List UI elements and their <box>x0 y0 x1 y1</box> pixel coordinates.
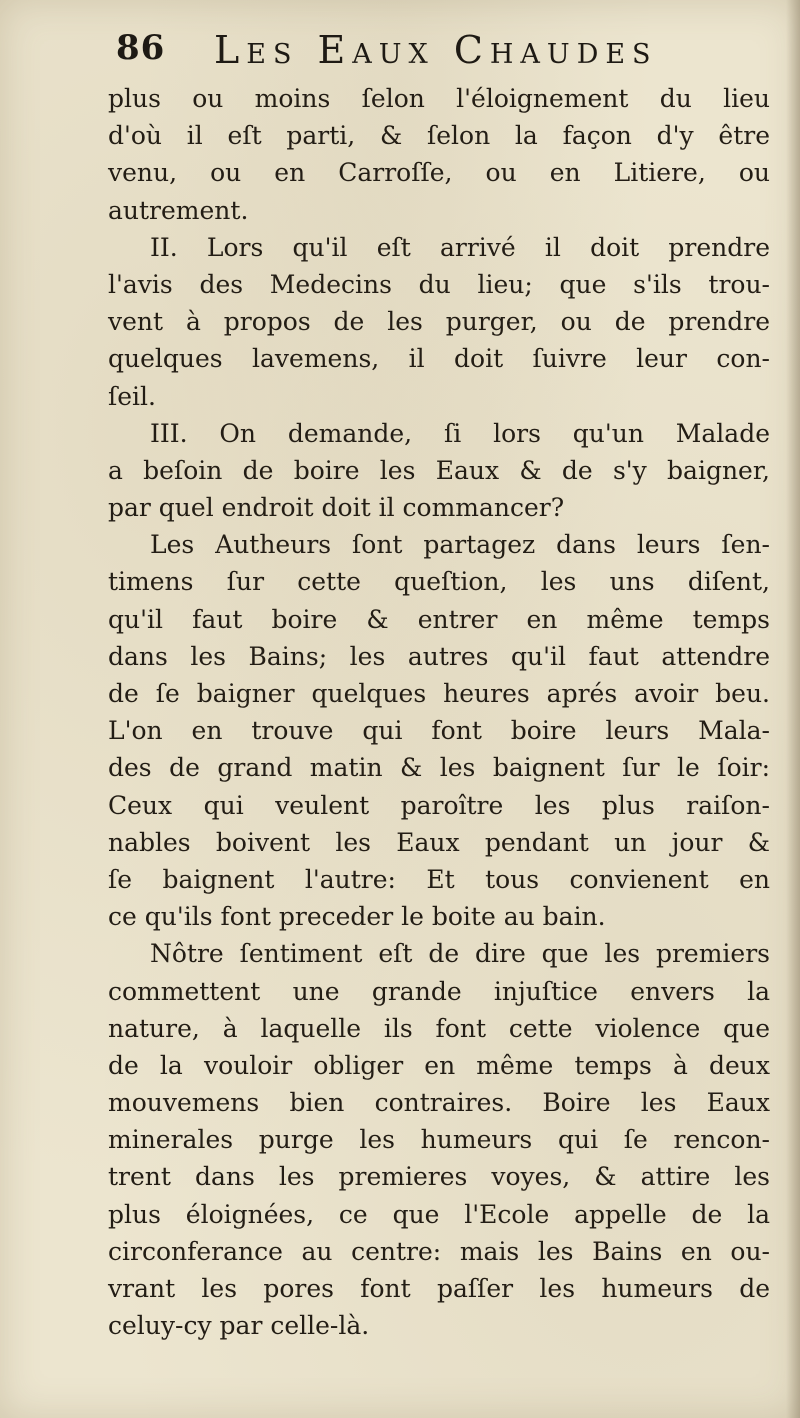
text-line: mouvemens bien contraires. Boire les Eaux <box>108 1088 770 1118</box>
text-line: Nôtre ſentiment eſt de dire que les premiers <box>150 939 770 969</box>
text-line: II. Lors qu'il eſt arrivé il doit prendre <box>150 232 770 262</box>
text-line: l'avis des Medecins du lieu; que s'ils trou- <box>108 269 770 299</box>
text-line: par quel endroit doit il commancer? <box>108 493 565 523</box>
text-line: plus ou moins ſelon l'éloignement du lieu <box>108 84 770 113</box>
text-line: celuy-cy par celle-là. <box>108 1311 370 1341</box>
text-line: ce qu'ils font preceder le boite au bain. <box>108 902 606 932</box>
body-text <box>108 80 770 1344</box>
running-head <box>116 28 756 76</box>
page-edge-shadow <box>786 0 800 1418</box>
text-line: plus éloignées, ce que l'Ecole appelle de la <box>108 1199 770 1229</box>
text-line: L'on en trouve qui font boire leurs Mala- <box>108 716 770 746</box>
text-line: des de grand matin & les baignent ſur le ſoir: <box>108 753 770 783</box>
page-number: 86 <box>116 28 166 68</box>
text-line: commettent une grande injuſtice envers la <box>108 976 770 1006</box>
text-line: trent dans les premieres voyes, & attire les <box>108 1162 770 1192</box>
text-line: ſeil. <box>108 381 156 411</box>
text-line: quelques lavemens, il doit ſuivre leur con- <box>108 344 770 374</box>
text-line: vrant les pores font paſſer les humeurs de <box>108 1274 770 1303</box>
text-line: venu, ou en Carroſſe, ou en Litiere, ou <box>108 158 770 188</box>
text-line: a beſoin de boire les Eaux & de s'y baigner, <box>108 455 770 485</box>
text-line: vent à propos de les purger, ou de prendre <box>108 307 770 337</box>
text-line: ſe baignent l'autre: Et tous convienent en <box>108 864 770 894</box>
running-title: Les Eaux Chaudes <box>214 28 658 72</box>
text-line: autrement. <box>108 195 249 225</box>
text-line: nature, à laquelle ils font cette violence que <box>108 1013 770 1043</box>
text-line: Les Autheurs ſont partagez dans leurs ſen- <box>150 530 770 560</box>
text-line: d'où il eſt parti, & ſelon la façon d'y être <box>108 121 770 151</box>
text-line: circonferance au centre: mais les Bains en ou- <box>108 1236 770 1266</box>
text-line: III. On demande, ſi lors qu'un Malade <box>150 418 770 448</box>
text-line: dans les Bains; les autres qu'il faut attendre <box>108 641 770 671</box>
text-line: timens ſur cette queſtion, les uns diſent, <box>108 567 770 597</box>
text-line: nables boivent les Eaux pendant un jour & <box>108 827 770 857</box>
text-line: qu'il faut boire & entrer en même temps <box>108 604 770 634</box>
text-line: Ceux qui veulent paroître les plus raiſon- <box>108 790 770 820</box>
text-line: de ſe baigner quelques heures aprés avoir beu. <box>108 679 770 708</box>
text-line: minerales purge les humeurs qui ſe rencon- <box>108 1125 770 1155</box>
text-line: de la vouloir obliger en même temps à deux <box>108 1050 770 1080</box>
